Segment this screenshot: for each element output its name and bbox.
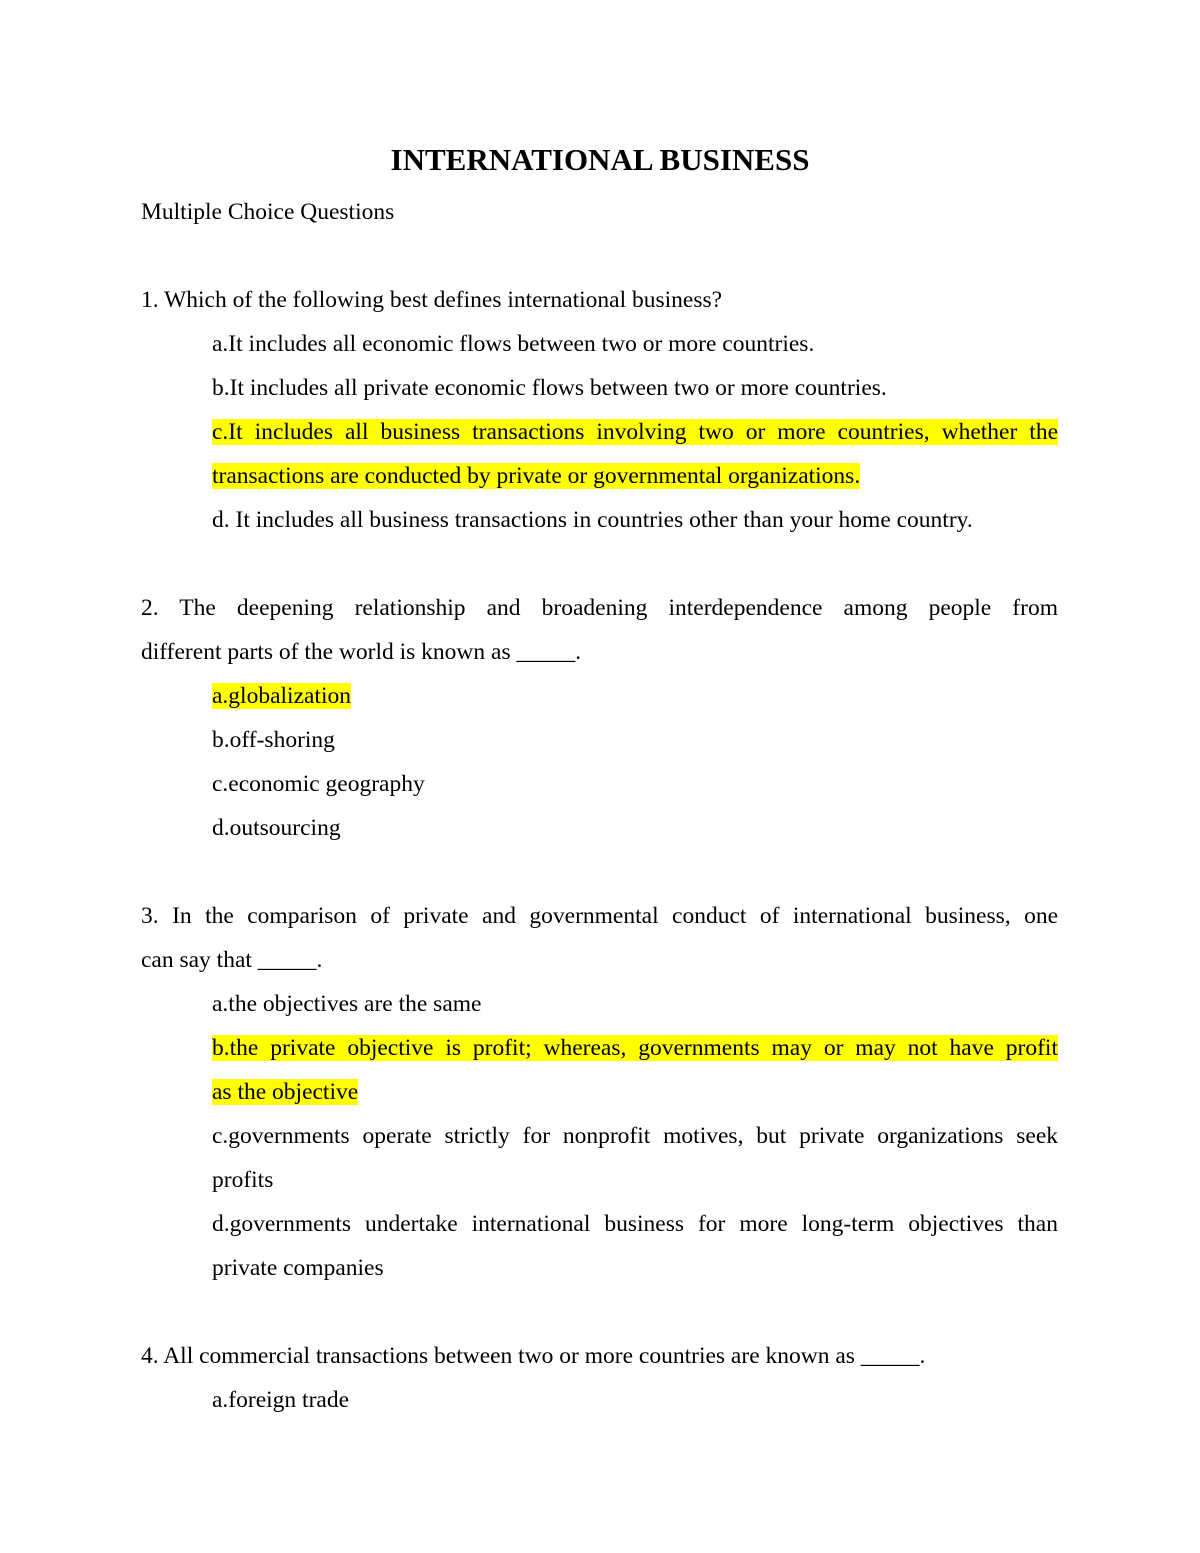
answer-highlight: transactions are conducted by private or governmental organizations. [212,463,861,489]
section-subtitle: Multiple Choice Questions [141,199,395,225]
question-1-option-b: b.It includes all private economic flows between two or more countries. [212,375,887,401]
question-2-stem-line-1: 2. The deepening relationship and broadening interdependence among people from [141,595,1058,621]
question-3-option-d-line-2: private companies [212,1255,384,1281]
question-2-stem-line-2: different parts of the world is known as _____. [141,639,582,665]
question-1-option-d: d. It includes all business transactions in countries other than your home country. [212,507,973,533]
question-3-option-c-line-2: profits [212,1167,274,1193]
answer-highlight: b.the private objective is profit; whereas, governments may or may not have profit [212,1035,1058,1061]
question-2-option-b: b.off-shoring [212,727,335,753]
question-3-stem-line-1: 3. In the comparison of private and governmental conduct of international business, one [141,903,1058,929]
document-title: INTERNATIONAL BUSINESS [390,142,810,177]
question-2-option-c: c.economic geography [212,771,425,797]
question-3-option-a: a.the objectives are the same [212,991,482,1017]
question-1-option-c-line-1 [212,416,1058,448]
question-3-option-c-line-1: c.governments operate strictly for nonprofit motives, but private organizations seek [212,1123,1058,1149]
question-1-stem: 1. Which of the following best defines international business? [141,287,723,313]
question-4-option-a: a.foreign trade [212,1387,350,1413]
question-3-option-d-line-1: d.governments undertake international business for more long-term objectives than [212,1211,1058,1237]
question-4-stem: 4. All commercial transactions between two or more countries are known as _____. [141,1343,926,1369]
answer-highlight: as the objective [212,1079,359,1105]
answer-highlight: c.It includes all business transactions involving two or more countries, whether the [212,419,1058,445]
answer-highlight: a.globalization [212,683,351,709]
question-2-option-a [212,680,1058,712]
question-2-option-d: d.outsourcing [212,815,341,841]
question-3-stem-line-2: can say that _____. [141,947,323,973]
question-3-option-b-line-2 [212,1076,1058,1108]
question-1-option-c-line-2 [212,460,1058,492]
question-3-option-b-line-1 [212,1032,1058,1064]
question-1-option-a: a.It includes all economic flows between two or more countries. [212,331,815,357]
